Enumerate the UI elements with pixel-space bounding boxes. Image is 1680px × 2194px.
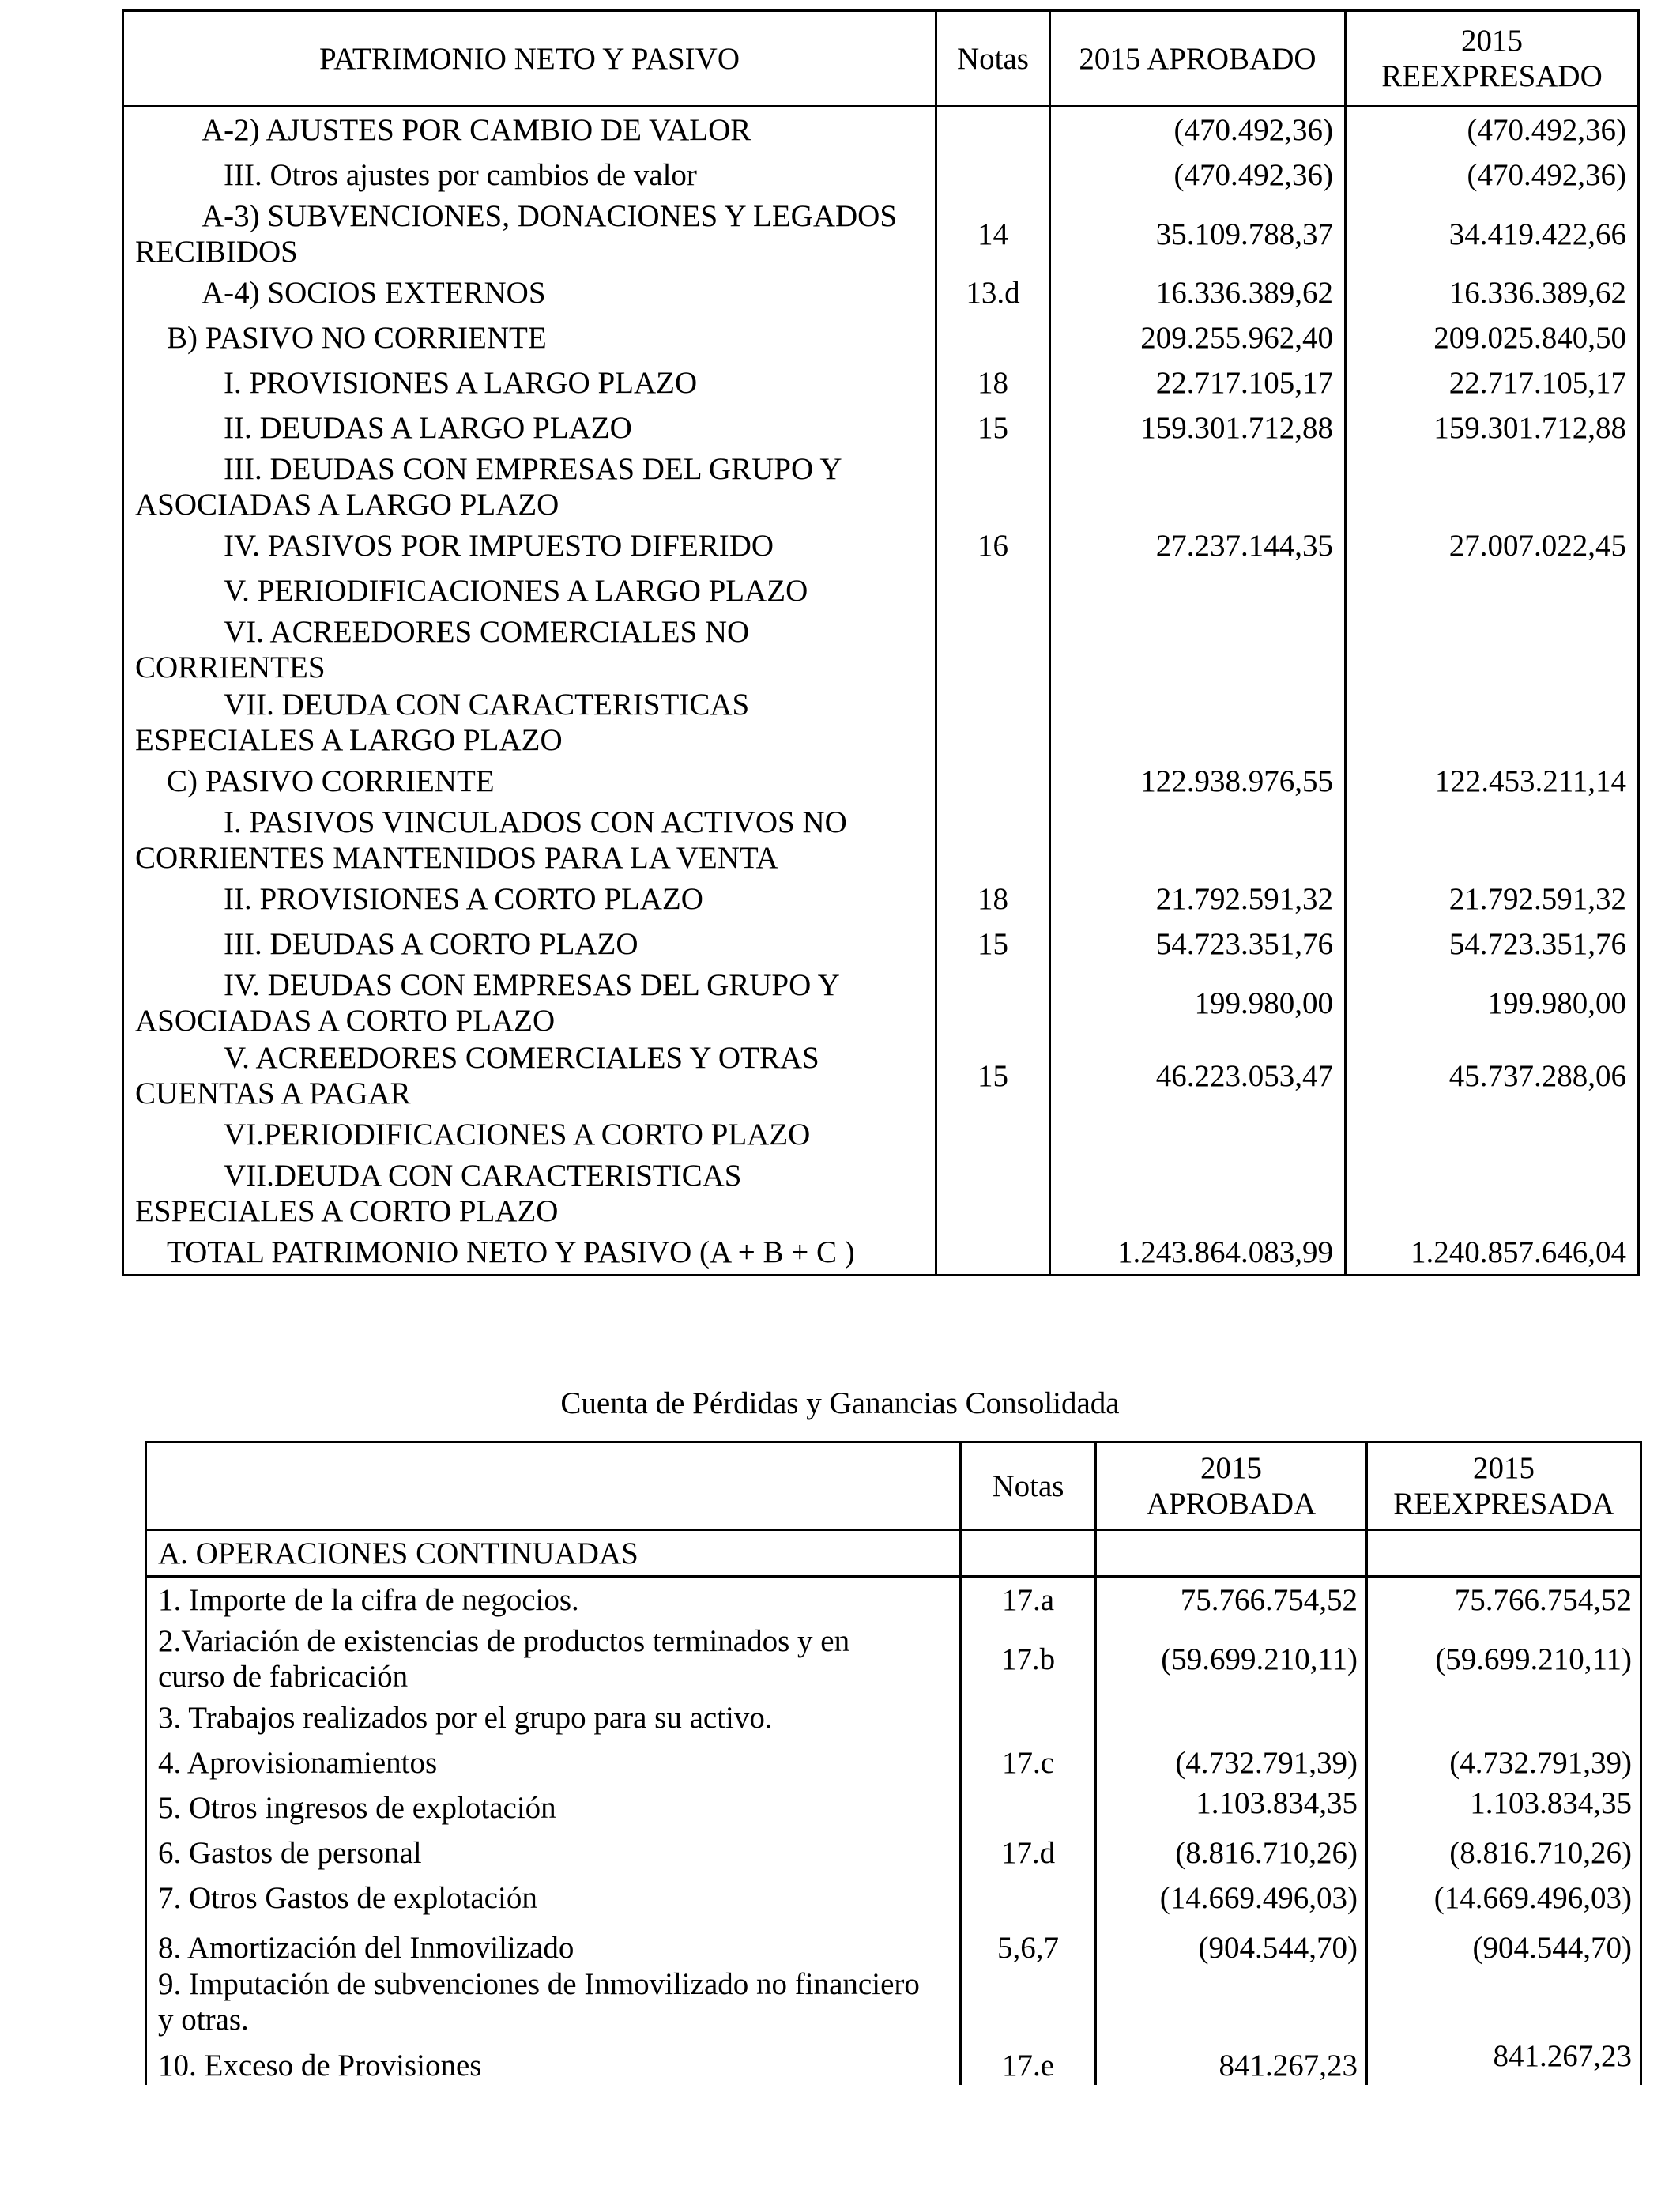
section-aprobada [1096,1530,1367,1577]
row-nota: 14 [936,198,1050,270]
row-label [123,967,936,1039]
row-aprobado: 27.237.144,35 [1050,523,1346,568]
row-label: II. DEUDAS A LARGO PLAZO [123,405,936,450]
row-label: 4. Aprovisionamientos [146,1740,961,1785]
row-label-line2: CORRIENTES MANTENIDOS PARA LA VENTA [135,841,778,875]
row-reexpresado: 199.980,00 [1346,967,1639,1039]
row-nota: 5,6,7 [961,1921,1096,1966]
table-row [146,1740,1641,1785]
row-nota: 18 [936,876,1050,922]
row-label-line2: CUENTAS A PAGAR [135,1076,411,1110]
row-label [123,198,936,270]
row-reexpresada: (904.544,70) [1367,1921,1641,1966]
row-label-line1: A-3) SUBVENCIONES, DONACIONES Y LEGADOS [202,199,898,233]
row-nota [936,315,1050,360]
table-row [123,1157,1639,1230]
row-label [123,1157,936,1230]
income-header-reexpresada-label: REEXPRESADA [1393,1487,1614,1521]
row-aprobado: 54.723.351,76 [1050,922,1346,967]
row-nota: 17.b [961,1623,1096,1695]
row-reexpresado: (470.492,36) [1346,107,1639,153]
row-reexpresado: 209.025.840,50 [1346,315,1639,360]
table-row [123,1112,1639,1157]
row-nota [961,1695,1096,1740]
row-aprobado: 16.336.389,62 [1050,270,1346,315]
table-row [123,568,1639,613]
row-aprobada: 1.103.834,35 [1096,1785,1367,1830]
total-reexpresado: 1.240.857.646,04 [1346,1230,1639,1276]
table-row [123,107,1639,153]
row-reexpresado [1346,450,1639,523]
row-nota: 15 [936,1039,1050,1112]
row-label: 6. Gastos de personal [146,1830,961,1875]
row-label-line2: ESPECIALES A CORTO PLAZO [135,1194,559,1228]
table-row [123,405,1639,450]
row-aprobado [1050,568,1346,613]
row-nota: 17.d [961,1830,1096,1875]
row-label-line1: V. ACREEDORES COMERCIALES Y OTRAS [224,1041,819,1075]
row-reexpresada [1367,1966,1641,2038]
row-aprobada: (8.816.710,26) [1096,1830,1367,1875]
row-nota: 18 [936,360,1050,405]
table-row [123,270,1639,315]
table-row [146,2038,1641,2085]
total-aprobado: 1.243.864.083,99 [1050,1230,1346,1276]
row-label: 8. Amortización del Inmovilizado [146,1921,961,1966]
row-aprobado [1050,1112,1346,1157]
row-label: 7. Otros Gastos de explotación [146,1875,961,1921]
table-row [146,1785,1641,1830]
income-header-aprobada-year: 2015 [1200,1451,1262,1485]
row-nota [936,1230,1050,1276]
row-label: 5. Otros ingresos de explotación [146,1785,961,1830]
table-row [123,613,1639,686]
row-label-line2: RECIBIDOS [135,235,298,269]
income-statement-caption: Cuenta de Pérdidas y Ganancias Consolidada [560,1386,1120,1420]
row-aprobada: (59.699.210,11) [1096,1623,1367,1695]
row-label: I. PROVISIONES A LARGO PLAZO [123,360,936,405]
row-aprobado [1050,450,1346,523]
row-nota: 17.e [961,2038,1096,2085]
table-row [146,1695,1641,1740]
table-row [123,360,1639,405]
row-nota [936,1157,1050,1230]
row-reexpresado: 45.737.288,06 [1346,1039,1639,1112]
row-label [123,450,936,523]
balance-header-reexpresado-year: 2015 [1461,24,1523,58]
row-label [146,1966,961,2038]
row-label: 10. Exceso de Provisiones [146,2038,961,2085]
section-label: A. OPERACIONES CONTINUADAS [146,1530,961,1577]
table-row [123,153,1639,198]
row-reexpresada: (59.699.210,11) [1367,1623,1641,1695]
table-row [123,315,1639,360]
row-label: A-2) AJUSTES POR CAMBIO DE VALOR [123,107,936,153]
row-reexpresado [1346,1112,1639,1157]
row-label: C) PASIVO CORRIENTE [123,759,936,804]
table-row [123,759,1639,804]
income-header-reexpresada-year: 2015 [1473,1451,1535,1485]
row-reexpresado [1346,804,1639,876]
row-label: 3. Trabajos realizados por el grupo para su activo. [146,1695,961,1740]
row-label [123,1039,936,1112]
row-label-line1: I. PASIVOS VINCULADOS CON ACTIVOS NO [224,805,847,839]
row-reexpresada: 75.766.754,52 [1367,1577,1641,1623]
table-row [123,686,1639,759]
row-label: II. PROVISIONES A CORTO PLAZO [123,876,936,922]
balance-header-aprobado: 2015 APROBADO [1050,11,1346,107]
table-row [123,967,1639,1039]
row-nota [936,804,1050,876]
table-row [146,1830,1641,1875]
row-label: B) PASIVO NO CORRIENTE [123,315,936,360]
row-nota [936,1112,1050,1157]
row-label: V. PERIODIFICACIONES A LARGO PLAZO [123,568,936,613]
row-aprobado: (470.492,36) [1050,153,1346,198]
row-aprobado [1050,1157,1346,1230]
table-row [146,1966,1641,2038]
row-reexpresado [1346,686,1639,759]
row-label [123,613,936,686]
row-reexpresado: 54.723.351,76 [1346,922,1639,967]
row-aprobado [1050,613,1346,686]
row-nota: 15 [936,922,1050,967]
row-nota [961,1966,1096,2038]
row-label-line1: VI. ACREEDORES COMERCIALES NO [224,615,750,649]
balance-header-reexpresado-label: REEXPRESADO [1381,59,1603,93]
balance-sheet-table [122,9,1640,1276]
balance-header-row [123,11,1639,107]
row-aprobada: (904.544,70) [1096,1921,1367,1966]
row-label: IV. PASIVOS POR IMPUESTO DIFERIDO [123,523,936,568]
row-label-line1: VII.DEUDA CON CARACTERISTICAS [224,1159,742,1193]
row-aprobado: 35.109.788,37 [1050,198,1346,270]
row-nota: 17.c [961,1740,1096,1785]
table-row [146,1875,1641,1921]
table-row [123,523,1639,568]
income-header-notas: Notas [961,1442,1096,1530]
row-label-line2: ASOCIADAS A LARGO PLAZO [135,488,559,522]
row-aprobado: 46.223.053,47 [1050,1039,1346,1112]
row-nota: 13.d [936,270,1050,315]
row-label [146,1623,961,1695]
row-label-line2: ASOCIADAS A CORTO PLAZO [135,1004,556,1038]
row-aprobada: 75.766.754,52 [1096,1577,1367,1623]
row-aprobado: 199.980,00 [1050,967,1346,1039]
table-row [146,1623,1641,1695]
table-row [123,198,1639,270]
balance-header-notas: Notas [936,11,1050,107]
row-label: III. Otros ajustes por cambios de valor [123,153,936,198]
row-nota [936,967,1050,1039]
row-reexpresado [1346,568,1639,613]
row-aprobado [1050,686,1346,759]
table-row [123,922,1639,967]
row-reexpresada [1367,1695,1641,1740]
row-nota [936,686,1050,759]
row-nota: 15 [936,405,1050,450]
income-header-aprobada [1096,1442,1367,1530]
row-nota [936,107,1050,153]
row-label: III. DEUDAS A CORTO PLAZO [123,922,936,967]
table-row [146,1921,1641,1966]
row-label: A-4) SOCIOS EXTERNOS [123,270,936,315]
row-label-line2: CORRIENTES [135,650,326,684]
row-nota [936,568,1050,613]
row-label-line1: VII. DEUDA CON CARACTERISTICAS [224,688,750,722]
row-reexpresado: 34.419.422,66 [1346,198,1639,270]
row-reexpresada: 841.267,23 [1367,2038,1641,2085]
income-header-reexpresada [1367,1442,1641,1530]
row-aprobada: (14.669.496,03) [1096,1875,1367,1921]
row-nota [936,613,1050,686]
row-reexpresada: (8.816.710,26) [1367,1830,1641,1875]
row-aprobada: (4.732.791,39) [1096,1740,1367,1785]
table-row [123,450,1639,523]
row-reexpresada: (4.732.791,39) [1367,1740,1641,1785]
row-reexpresado: 21.792.591,32 [1346,876,1639,922]
row-aprobado: 122.938.976,55 [1050,759,1346,804]
section-nota [961,1530,1096,1577]
row-nota [936,759,1050,804]
balance-header-concept: PATRIMONIO NETO Y PASIVO [123,11,936,107]
row-label-line2: curso de fabricación [158,1660,409,1694]
row-reexpresado: (470.492,36) [1346,153,1639,198]
table-row [146,1577,1641,1623]
income-statement-table [145,1441,1642,2085]
row-aprobado: 22.717.105,17 [1050,360,1346,405]
row-reexpresada: (14.669.496,03) [1367,1875,1641,1921]
row-label: VI.PERIODIFICACIONES A CORTO PLAZO [123,1112,936,1157]
row-label-line1: 9. Imputación de subvenciones de Inmovilizado no financiero [158,1967,920,2001]
section-reexpresada [1367,1530,1641,1577]
row-aprobada [1096,1966,1367,2038]
row-reexpresada: 1.103.834,35 [1367,1785,1641,1830]
income-header-concept [146,1442,961,1530]
row-label: 1. Importe de la cifra de negocios. [146,1577,961,1623]
total-label: TOTAL PATRIMONIO NETO Y PASIVO (A + B + C ) [123,1230,936,1276]
row-aprobado: 209.255.962,40 [1050,315,1346,360]
row-reexpresado [1346,613,1639,686]
row-label [123,804,936,876]
income-header-row [146,1442,1641,1530]
row-label-line1: III. DEUDAS CON EMPRESAS DEL GRUPO Y [224,452,842,486]
row-nota [936,450,1050,523]
row-nota [936,153,1050,198]
row-reexpresado: 122.453.211,14 [1346,759,1639,804]
table-row [123,1039,1639,1112]
table-row [123,876,1639,922]
row-reexpresado: 159.301.712,88 [1346,405,1639,450]
row-aprobado: 159.301.712,88 [1050,405,1346,450]
row-reexpresado: 22.717.105,17 [1346,360,1639,405]
row-nota: 16 [936,523,1050,568]
section-row [146,1530,1641,1577]
row-label-line1: IV. DEUDAS CON EMPRESAS DEL GRUPO Y [224,968,840,1002]
row-aprobada [1096,1695,1367,1740]
row-label-line2: ESPECIALES A LARGO PLAZO [135,723,563,757]
row-label-line1: 2.Variación de existencias de productos terminados y en [158,1624,850,1658]
row-reexpresado: 27.007.022,45 [1346,523,1639,568]
row-label-line2: y otras. [158,2003,249,2037]
income-header-aprobada-label: APROBADA [1146,1487,1317,1521]
balance-header-reexpresado [1346,11,1639,107]
row-aprobada: 841.267,23 [1096,2038,1367,2085]
row-aprobado [1050,804,1346,876]
row-nota [961,1875,1096,1921]
row-aprobado: 21.792.591,32 [1050,876,1346,922]
row-nota [961,1785,1096,1830]
row-reexpresado: 16.336.389,62 [1346,270,1639,315]
table-row [123,804,1639,876]
row-reexpresado [1346,1157,1639,1230]
total-row [123,1230,1639,1276]
row-aprobado: (470.492,36) [1050,107,1346,153]
row-nota: 17.a [961,1577,1096,1623]
row-label [123,686,936,759]
